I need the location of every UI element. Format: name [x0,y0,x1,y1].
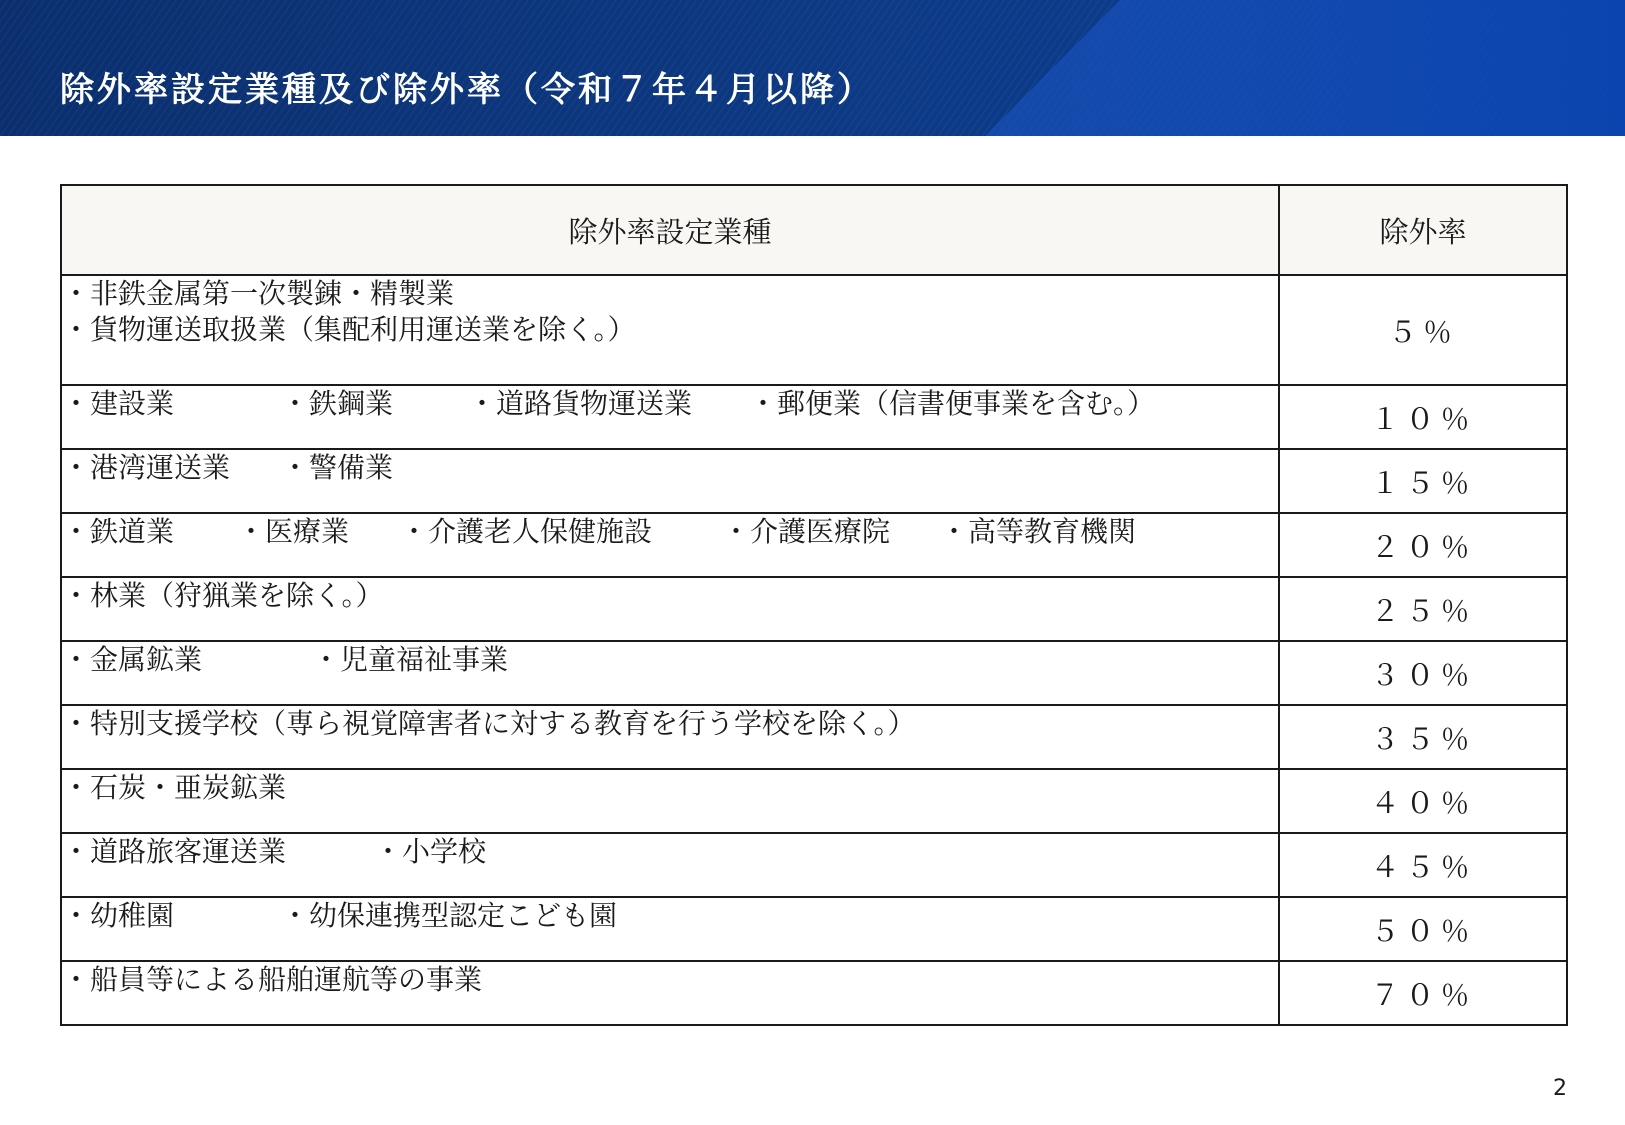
header-banner [0,0,1625,136]
table-row [61,961,1567,1025]
industry-cell [61,961,1279,1025]
table-row [61,641,1567,705]
table-row [61,705,1567,769]
industry-item: ・小学校 [374,835,487,868]
table-row [61,275,1567,385]
rate-cell: ５％ [1279,275,1567,385]
industry-item: ・医療業 [237,515,350,548]
industry-item: ・貨物運送取扱業（集配利用運送業を除く。） [62,313,636,346]
rate-cell: ４０％ [1279,769,1567,833]
industry-cell [61,705,1279,769]
industry-item: ・鉄道業 [62,515,175,548]
industry-cell [61,275,1279,385]
table-row [61,577,1567,641]
rate-cell: ５０％ [1279,897,1567,961]
rate-cell: ７０％ [1279,961,1567,1025]
industry-item: ・高等教育機関 [940,515,1137,548]
table-row [61,513,1567,577]
rate-cell: １０％ [1279,385,1567,449]
rate-cell: １５％ [1279,449,1567,513]
table-row [61,385,1567,449]
industry-cell [61,833,1279,897]
industry-item: ・児童福祉事業 [312,643,509,676]
industry-item: ・警備業 [281,451,394,484]
industry-item: ・特別支援学校（専ら視覚障害者に対する教育を行う学校を除く。） [62,707,916,740]
industry-item: ・建設業 [62,387,175,420]
rate-cell: ４５％ [1279,833,1567,897]
industry-cell [61,513,1279,577]
industry-item: ・石炭・亜炭鉱業 [62,771,287,804]
industry-item: ・幼稚園 [62,899,175,932]
rate-cell: ３０％ [1279,641,1567,705]
table-header-row [61,185,1567,275]
industry-item: ・非鉄金属第一次製錬・精製業 [62,277,455,310]
table-row [61,833,1567,897]
column-header-rate: 除外率 [1279,185,1567,275]
industry-item: ・郵便業（信書便事業を含む。） [749,387,1156,420]
industry-item: ・船員等による船舶運航等の事業 [62,963,483,996]
industry-cell [61,641,1279,705]
industry-item: ・介護医療院 [722,515,891,548]
industry-item: ・金属鉱業 [62,643,203,676]
exclusion-rate-table [60,184,1568,1026]
industry-cell [61,769,1279,833]
rate-cell: ２０％ [1279,513,1567,577]
table-row [61,449,1567,513]
rate-cell: ３５％ [1279,705,1567,769]
table-row [61,897,1567,961]
industry-item: ・道路貨物運送業 [468,387,693,420]
industry-item: ・林業（狩猟業を除く。） [62,579,384,612]
industry-item: ・介護老人保健施設 [400,515,653,548]
industry-item: ・道路旅客運送業 [62,835,287,868]
table-row [61,769,1567,833]
industry-cell [61,577,1279,641]
industry-cell [61,385,1279,449]
page-number: 2 [1553,1076,1567,1101]
industry-item: ・港湾運送業 [62,451,231,484]
industry-cell [61,897,1279,961]
column-header-industry: 除外率設定業種 [61,185,1279,275]
industry-cell [61,449,1279,513]
industry-item: ・鉄鋼業 [281,387,394,420]
industry-item: ・幼保連携型認定こども園 [281,899,618,932]
page-title: 除外率設定業種及び除外率（令和７年４月以降） [60,70,874,110]
rate-cell: ２５％ [1279,577,1567,641]
